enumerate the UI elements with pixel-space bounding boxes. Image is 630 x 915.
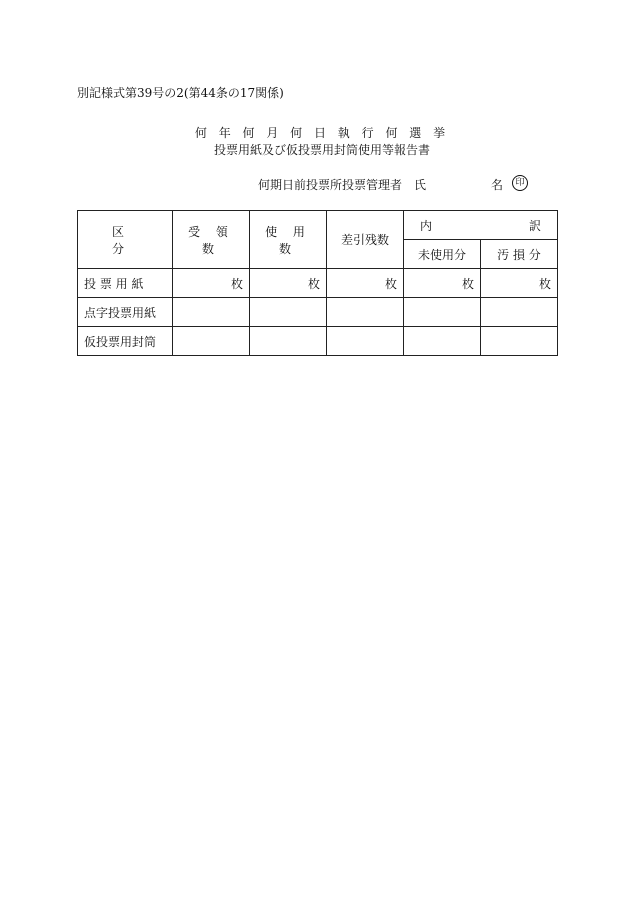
- cell-remaining[interactable]: [327, 298, 404, 327]
- cell-unused[interactable]: [404, 327, 481, 356]
- header-breakdown: [404, 211, 558, 240]
- name-label: 名: [491, 178, 504, 192]
- cell-remaining[interactable]: 枚: [327, 269, 404, 298]
- cell-damaged[interactable]: [481, 327, 558, 356]
- document-title-line1: 何 年 何 月 何 日 執 行 何 選 挙: [194, 126, 450, 140]
- manager-label: 何期日前投票所投票管理者 氏: [258, 178, 427, 192]
- cell-unused[interactable]: [404, 298, 481, 327]
- cell-damaged[interactable]: [481, 298, 558, 327]
- cell-used[interactable]: [250, 327, 327, 356]
- header-unused: 未使用分: [404, 240, 481, 269]
- cell-used[interactable]: 枚: [250, 269, 327, 298]
- header-received: 受 領 数: [173, 211, 250, 269]
- header-damaged: 汚 損 分: [481, 240, 558, 269]
- cell-received[interactable]: 枚: [173, 269, 250, 298]
- header-breakdown-left: 内: [420, 218, 433, 233]
- cell-received[interactable]: [173, 327, 250, 356]
- row-label: 仮投票用封筒: [78, 327, 173, 356]
- cell-unused[interactable]: 枚: [404, 269, 481, 298]
- row-label: 点字投票用紙: [78, 298, 173, 327]
- usage-report-table: [77, 210, 558, 356]
- seal-mark: 印: [512, 175, 528, 191]
- table-header-row: [78, 211, 558, 240]
- table-row: [78, 298, 558, 327]
- cell-damaged[interactable]: 枚: [481, 269, 558, 298]
- header-breakdown-right: 訳: [528, 218, 541, 233]
- row-label: 投 票 用 紙: [78, 269, 173, 298]
- cell-used[interactable]: [250, 298, 327, 327]
- form-identifier: 別記様式第39号の2(第44条の17関係): [77, 86, 284, 100]
- header-remaining: 差引残数: [327, 211, 404, 269]
- cell-received[interactable]: [173, 298, 250, 327]
- table-row: [78, 327, 558, 356]
- header-used: 使 用 数: [250, 211, 327, 269]
- table-row: [78, 269, 558, 298]
- cell-remaining[interactable]: [327, 327, 404, 356]
- header-category: 区 分: [78, 211, 173, 269]
- document-title-line2: 投票用紙及び仮投票用封筒使用等報告書: [213, 143, 430, 157]
